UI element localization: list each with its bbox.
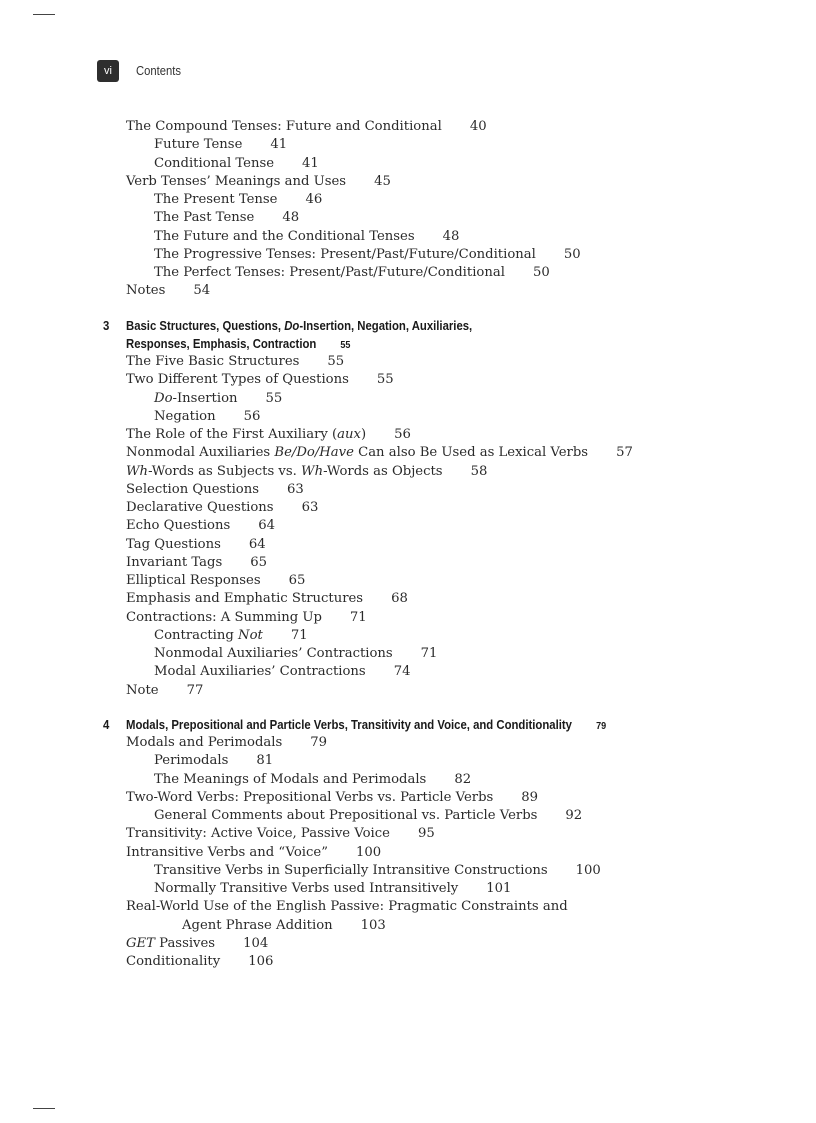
toc-entry-title: The Future and the Conditional Tenses [154, 228, 415, 244]
toc-entry-title: Nonmodal Auxiliaries’ Contractions [154, 646, 393, 661]
toc-entry[interactable] [0, 935, 816, 953]
toc-entry-page: 71 [420, 646, 438, 661]
toc-entry-title: Real-World Use of the English Passive: Pragmatic Constraints and [126, 899, 568, 915]
toc-entry[interactable] [0, 752, 816, 770]
toc-entry-title: Contracting Not [154, 627, 263, 643]
toc-entry[interactable] [0, 517, 816, 535]
toc-entry[interactable] [0, 645, 816, 663]
toc-entry[interactable] [0, 880, 816, 898]
page-number-badge: vi [97, 60, 119, 82]
toc-entry-page: 54 [193, 283, 211, 299]
toc-entry[interactable] [0, 917, 816, 935]
toc-entry[interactable] [0, 572, 816, 590]
toc-entry-page: 56 [394, 427, 411, 442]
toc-entry[interactable] [0, 173, 816, 191]
toc-entry-title: Perimodals [154, 753, 229, 769]
toc-entry-title: The Meanings of Modals and Perimodals [154, 771, 427, 787]
toc-entry-title: Two-Word Verbs: Prepositional Verbs vs. Particle Verbs [126, 789, 494, 805]
toc-entry-page: 103 [360, 917, 386, 933]
chapter-page-number: 55 [340, 338, 351, 351]
toc-entry-page: 65 [250, 554, 268, 570]
toc-entry[interactable] [0, 136, 816, 154]
toc-entry-title: Modals and Perimodals [126, 735, 283, 750]
toc-entry-page: 46 [305, 192, 323, 207]
toc-entry-title: Notes [126, 283, 166, 299]
toc-entry-title: The Role of the First Auxiliary (aux) [126, 427, 367, 442]
toc-entry-page: 68 [391, 591, 408, 607]
toc-entry-page: 55 [265, 390, 283, 406]
toc-entry-page: 71 [290, 627, 308, 643]
toc-entry-page: 92 [565, 808, 583, 823]
toc-entry-title: Emphasis and Emphatic Structures [126, 591, 364, 607]
toc-entry-title: Negation [154, 408, 216, 424]
toc-entry-title: Intransitive Verbs and “Voice” [126, 844, 328, 860]
chapter-title-line2: Responses, Emphasis, Contraction 55 [126, 335, 351, 351]
toc-entry[interactable] [0, 682, 816, 700]
toc-entry-page: 45 [374, 173, 391, 189]
toc-entry[interactable] [0, 734, 816, 752]
toc-entry-title: Conditional Tense [154, 155, 275, 171]
toc-entry[interactable] [0, 499, 816, 517]
toc-entry-title: GET Passives [126, 935, 216, 951]
chapter-heading-3-line2[interactable] [0, 335, 816, 353]
toc-entry-page: 74 [393, 664, 411, 680]
running-header-title: Contents [136, 64, 182, 78]
toc-entry-page: 41 [270, 137, 288, 153]
toc-entry-title: The Perfect Tenses: Present/Past/Future/Conditional [154, 265, 505, 280]
toc-entry-title: General Comments about Prepositional vs. Particle Verbs [154, 808, 538, 823]
toc-entry-title: Future Tense [154, 137, 243, 153]
chapter-number: 4 [103, 716, 110, 732]
toc-entry[interactable] [0, 463, 816, 481]
toc-entry[interactable] [0, 426, 816, 444]
toc-entry-page: 57 [616, 445, 633, 461]
toc-entry-page: 95 [417, 826, 435, 842]
crop-mark-top [33, 14, 55, 15]
toc-entry-page: 63 [301, 500, 319, 515]
toc-entry[interactable] [0, 353, 816, 371]
toc-entry-page: 41 [302, 155, 319, 171]
toc-entry[interactable] [0, 627, 816, 645]
running-header [97, 60, 186, 82]
chapter-number: 3 [103, 317, 110, 333]
toc-entry[interactable] [0, 408, 816, 426]
toc-entry-title: Transitive Verbs in Superficially Intransitive Constructions [154, 862, 548, 878]
toc-entry-title: Invariant Tags [126, 554, 223, 570]
toc-entry[interactable] [0, 246, 816, 264]
toc-entry[interactable] [0, 118, 816, 136]
toc-entry-title: Agent Phrase Addition [182, 917, 333, 933]
toc-entry-title: The Present Tense [154, 192, 278, 207]
toc-entry-title: The Progressive Tenses: Present/Past/Future/Conditional [154, 246, 536, 262]
toc-entry-page: 50 [532, 265, 550, 280]
chapter-title-line1: Basic Structures, Questions, Do-Insertion, Negation, Auxiliaries, [126, 317, 473, 333]
toc-entry[interactable] [0, 371, 816, 389]
toc-entry-page: 89 [521, 789, 539, 805]
toc-entry-page: 71 [349, 609, 367, 625]
chapter-title: Modals, Prepositional and Particle Verbs, Transitivity and Voice, and Conditionality 79 [126, 716, 607, 732]
toc-entry-title: Selection Questions [126, 481, 259, 497]
toc-entry-page: 48 [442, 228, 460, 244]
toc-entry-page: 64 [258, 518, 276, 534]
toc-entry[interactable] [0, 481, 816, 499]
toc-entry-page: 106 [248, 954, 274, 969]
toc-entry[interactable] [0, 590, 816, 608]
toc-entry-page: 65 [288, 573, 306, 588]
toc-entry-title: Echo Questions [126, 518, 231, 534]
crop-mark-bottom [33, 1108, 55, 1109]
toc-entry[interactable] [0, 825, 816, 843]
toc-entry-title: Transitivity: Active Voice, Passive Voice [126, 826, 390, 842]
toc-entry[interactable] [0, 844, 816, 862]
toc-entry-title: Normally Transitive Verbs used Intransitively [154, 881, 459, 896]
toc-entry[interactable] [0, 953, 816, 971]
toc-group-chapter3 [0, 353, 816, 700]
chapter-page-number: 79 [596, 719, 607, 732]
toc-entry-page: 77 [186, 682, 204, 698]
toc-entry-page: 79 [310, 735, 328, 750]
toc-entry[interactable] [0, 155, 816, 173]
toc-entry[interactable] [0, 264, 816, 282]
chapter-heading-4[interactable] [0, 716, 816, 734]
toc-entry-page: 101 [486, 881, 512, 896]
toc-entry-page: 63 [286, 481, 304, 497]
toc-entry-page: 64 [248, 536, 266, 552]
toc-entry-page: 81 [256, 753, 274, 769]
toc-entry-title: Verb Tenses’ Meanings and Uses [126, 173, 347, 189]
toc-entry-page: 56 [243, 408, 261, 424]
toc-entry-title: The Compound Tenses: Future and Conditional [126, 119, 442, 134]
toc-entry-title: Do-Insertion [154, 390, 238, 406]
toc-entry[interactable] [0, 663, 816, 681]
toc-entry-page: 40 [469, 119, 487, 134]
toc-entry-title: Wh-Words as Subjects vs. Wh-Words as Objects [126, 463, 443, 479]
toc-entry[interactable] [0, 536, 816, 554]
toc-entry-title: The Five Basic Structures [126, 354, 300, 369]
toc-entry-page: 48 [282, 210, 300, 226]
toc-entry-title: The Past Tense [154, 210, 255, 226]
chapter-heading-3[interactable] [0, 317, 816, 335]
toc-entry-title: Tag Questions [126, 536, 221, 552]
toc-entry-title: Declarative Questions [126, 500, 274, 515]
toc-entry[interactable] [0, 444, 816, 462]
toc-entry[interactable] [0, 807, 816, 825]
toc-entry[interactable] [0, 554, 816, 572]
toc-entry[interactable] [0, 191, 816, 209]
toc-entry-page: 58 [470, 463, 488, 479]
toc-entry-title: Two Different Types of Questions [126, 372, 349, 388]
toc-entry-title: Modal Auxiliaries’ Contractions [154, 664, 366, 680]
toc-entry-page: 50 [563, 246, 581, 262]
toc-entry-title: Contractions: A Summing Up [126, 609, 322, 625]
toc-entry[interactable] [0, 898, 816, 916]
toc-entry-page: 104 [243, 935, 269, 951]
toc-entry-title: Nonmodal Auxiliaries Be/Do/Have Can also Be Used as Lexical Verbs [126, 445, 589, 461]
toc-entry-title: Note [126, 682, 159, 698]
toc-group-chapter2-tail [0, 118, 816, 301]
toc-group-chapter4 [0, 734, 816, 971]
toc-entry[interactable] [0, 209, 816, 227]
table-of-contents [0, 118, 816, 971]
toc-entry-page: 55 [376, 372, 394, 388]
toc-entry-page: 82 [454, 771, 472, 787]
toc-entry-page: 55 [327, 354, 345, 369]
toc-entry[interactable] [0, 789, 816, 807]
toc-entry-title: Elliptical Responses [126, 573, 261, 588]
toc-entry-page: 100 [575, 862, 601, 878]
toc-entry-title: Conditionality [126, 954, 221, 969]
toc-entry[interactable] [0, 862, 816, 880]
toc-entry[interactable] [0, 609, 816, 627]
toc-entry[interactable] [0, 228, 816, 246]
toc-entry-page: 100 [355, 844, 382, 860]
toc-entry[interactable] [0, 771, 816, 789]
toc-entry[interactable] [0, 390, 816, 408]
toc-entry[interactable] [0, 282, 816, 300]
